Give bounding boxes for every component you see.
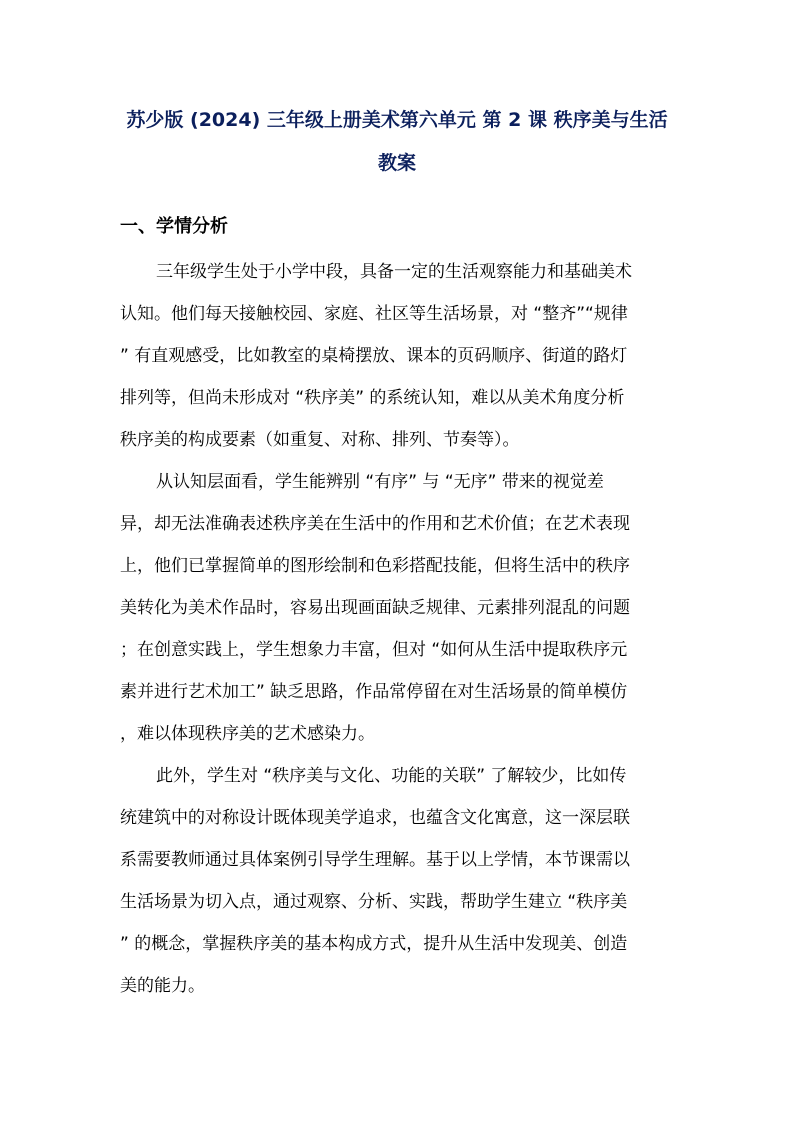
paragraph-line: 从认知层面看，学生能辨别 “有序” 与 “无序” 带来的视觉差 [156, 472, 604, 492]
paragraph-line: 三年级学生处于小学中段，具备一定的生活观察能力和基础美术 [156, 262, 632, 282]
paragraph-line: 异，却无法准确表述秩序美在生活中的作用和艺术价值；在艺术表现 [120, 514, 630, 534]
paragraph-line: 美转化为美术作品时，容易出现画面缺乏规律、元素排列混乱的问题 [120, 598, 630, 618]
paragraph-2 [120, 461, 676, 755]
paragraph-line: ；在创意实践上，学生想象力丰富，但对 “如何从生活中提取秩序元 [120, 640, 628, 660]
document-title-line-2: 教案 [377, 152, 416, 174]
paragraph-line: 生活场景为切入点，通过观察、分析、实践，帮助学生建立 “秩序美 [120, 892, 628, 912]
paragraph-line: ” 的概念，掌握秩序美的基本构成方式，提升从生活中发现美、创造 [120, 934, 628, 954]
paragraph-1 [120, 251, 676, 461]
paragraph-line: 上，他们已掌握简单的图形绘制和色彩搭配技能，但将生活中的秩序 [120, 556, 630, 576]
paragraph-line: 此外，学生对 “秩序美与文化、功能的关联” 了解较少，比如传 [156, 766, 627, 786]
paragraph-line: 认知。他们每天接触校园、家庭、社区等生活场景，对 “整齐”“规律 [120, 304, 628, 324]
paragraph-line: 排列等，但尚未形成对 “秩序美” 的系统认知，难以从美术角度分析 [120, 388, 625, 408]
paragraph-line: 素并进行艺术加工” 缺乏思路，作品常停留在对生活场景的简单模仿 [120, 682, 628, 702]
paragraph-line: ，难以体现秩序美的艺术感染力。 [120, 724, 375, 744]
paragraph-line: ” 有直观感受，比如教室的桌椅摆放、课本的页码顺序、街道的路灯 [120, 346, 628, 366]
paragraph-line: 秩序美的构成要素（如重复、对称、排列、节奏等）。 [120, 430, 520, 450]
paragraph-line: 统建筑中的对称设计既体现美学追求，也蕴含文化寓意，这一深层联 [120, 808, 630, 828]
document-title-line-1: 苏少版 (2024) 三年级上册美术第六单元 第 2 课 秩序美与生活 [126, 109, 668, 131]
paragraph-line: 美的能力。 [120, 976, 205, 996]
paragraph-3 [120, 755, 676, 1007]
section-heading-learning-analysis: 一、学情分析 [120, 216, 228, 237]
paragraph-line: 系需要教师通过具体案例引导学生理解。基于以上学情，本节课需以 [120, 850, 630, 870]
